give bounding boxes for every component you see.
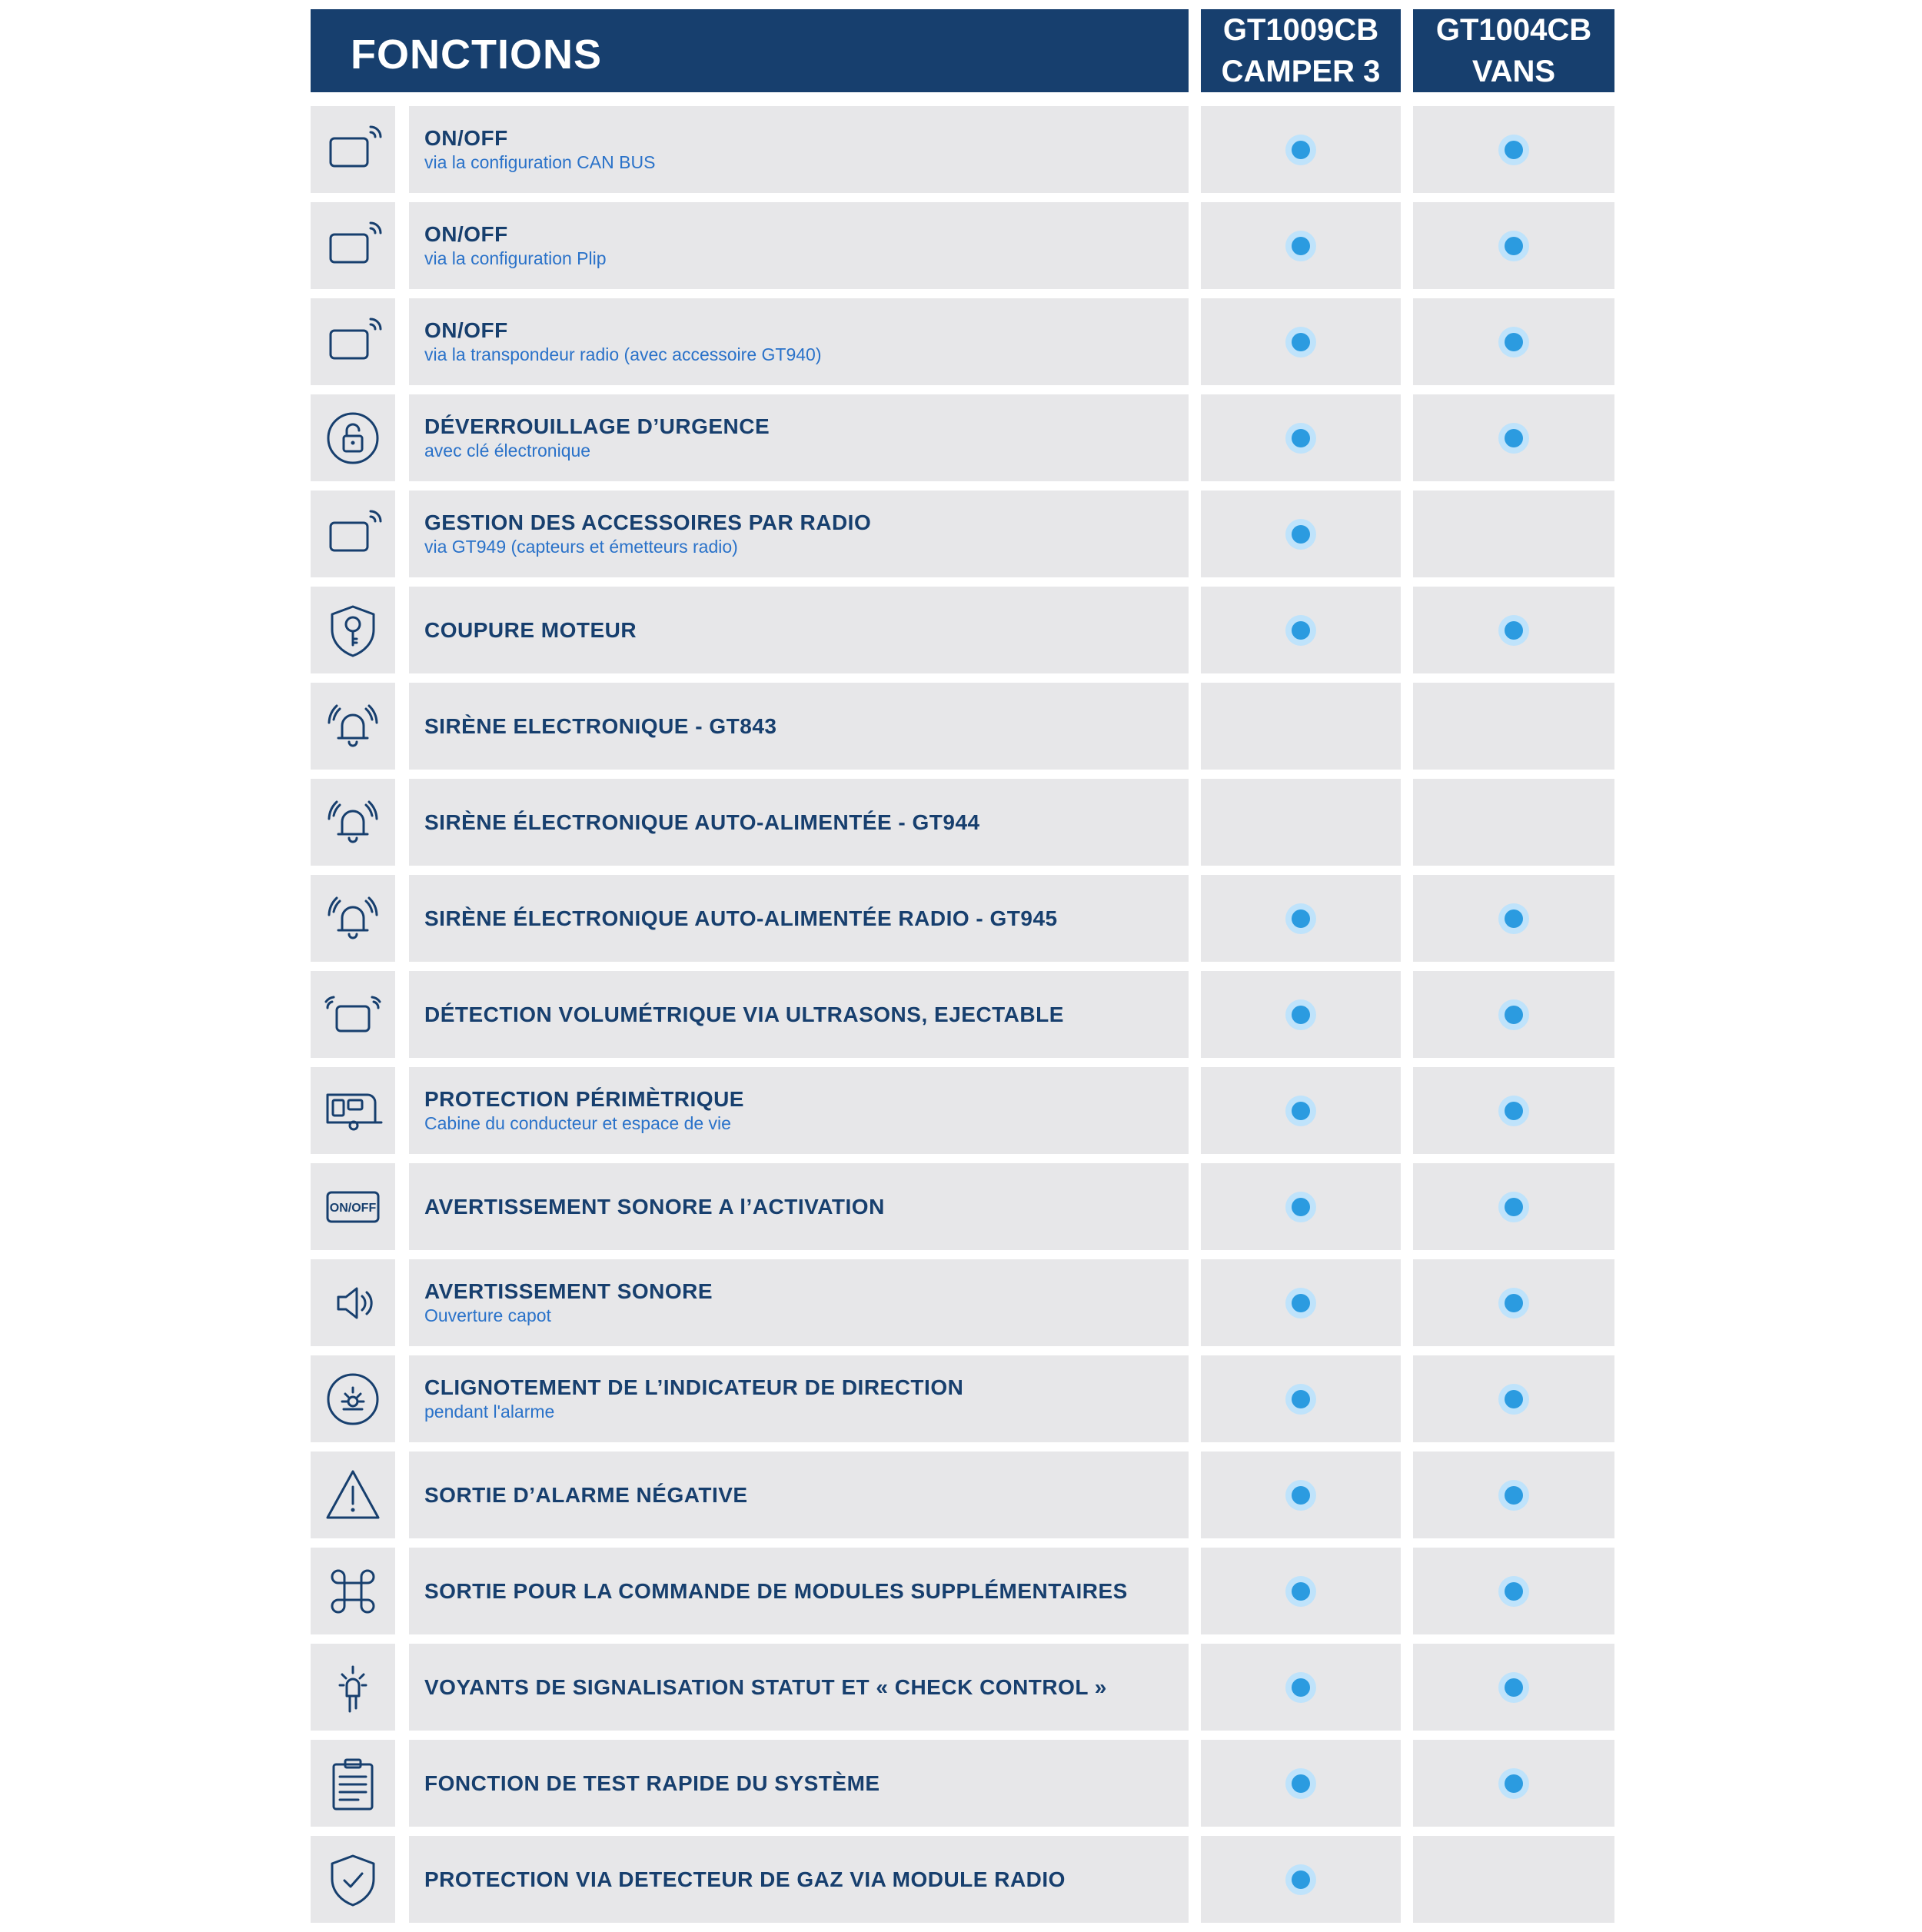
- model-a-cell: [1201, 1740, 1401, 1827]
- model-a-cell: [1201, 1451, 1401, 1538]
- model-b-cell: [1413, 1644, 1614, 1731]
- model-a-cell: [1201, 875, 1401, 962]
- remote-signal-icon: [311, 106, 395, 193]
- model-a-cell: [1201, 394, 1401, 481]
- availability-dot-icon: [1498, 423, 1529, 454]
- feature-title: PROTECTION PÉRIMÈTRIQUE: [424, 1087, 744, 1111]
- model-a-cell: [1201, 298, 1401, 385]
- model-a-cell: [1201, 202, 1401, 289]
- feature-cell: [409, 394, 1189, 481]
- header-functions: [311, 9, 1189, 92]
- remote-signal-icon: [311, 298, 395, 385]
- feature-cell: [409, 1451, 1189, 1538]
- table-row: [311, 1163, 1618, 1250]
- model-b-cell: [1413, 587, 1614, 673]
- feature-title: PROTECTION VIA DETECTEUR DE GAZ VIA MODULE RADIO: [424, 1867, 1066, 1891]
- availability-dot-icon: [1285, 1576, 1316, 1607]
- table-row: [311, 106, 1618, 193]
- model-b-cell: [1413, 394, 1614, 481]
- model-a-cell: [1201, 1259, 1401, 1346]
- feature-rows: [311, 106, 1618, 1932]
- availability-dot-icon: [1285, 1480, 1316, 1511]
- feature-title: CLIGNOTEMENT DE L’INDICATEUR DE DIRECTION: [424, 1375, 964, 1399]
- feature-title: SORTIE POUR LA COMMANDE DE MODULES SUPPLÉMENTAIRES: [424, 1578, 1128, 1603]
- availability-dot-icon: [1285, 1192, 1316, 1222]
- feature-cell: [409, 490, 1189, 577]
- feature-cell: [409, 1548, 1189, 1634]
- model-b-cell: [1413, 298, 1614, 385]
- model-b-cell: [1413, 1355, 1614, 1442]
- model-a-cell: [1201, 1548, 1401, 1634]
- table-row: [311, 1836, 1618, 1923]
- model-a-cell: [1201, 1067, 1401, 1154]
- availability-dot-icon: [1285, 231, 1316, 261]
- on-off-switch-icon: [311, 1163, 395, 1250]
- feature-subtitle: avec clé électronique: [424, 441, 591, 461]
- feature-cell: [409, 1259, 1189, 1346]
- clipboard-icon: [311, 1740, 395, 1827]
- table-row: [311, 971, 1618, 1058]
- table-row: [311, 1067, 1618, 1154]
- ultrasound-sensor-icon: [311, 971, 395, 1058]
- availability-dot-icon: [1285, 423, 1316, 454]
- model-b-cell: [1413, 490, 1614, 577]
- blinker-icon: [311, 1355, 395, 1442]
- model-b-name: VANS: [1471, 55, 1556, 88]
- model-a-cell: [1201, 490, 1401, 577]
- feature-title: ON/OFF: [424, 126, 508, 150]
- availability-dot-icon: [1285, 135, 1316, 165]
- availability-dot-icon: [1285, 327, 1316, 357]
- feature-cell: [409, 1355, 1189, 1442]
- availability-dot-icon: [1498, 135, 1529, 165]
- table-row: [311, 779, 1618, 866]
- availability-dot-icon: [1498, 1384, 1529, 1415]
- table-row: [311, 202, 1618, 289]
- model-a-cell: [1201, 1355, 1401, 1442]
- model-a-name: CAMPER 3: [1221, 55, 1381, 88]
- feature-title: ON/OFF: [424, 318, 508, 342]
- table-row: [311, 394, 1618, 481]
- model-b-cell: [1413, 1548, 1614, 1634]
- shield-key-icon: [311, 587, 395, 673]
- padlock-icon: [311, 394, 395, 481]
- availability-dot-icon: [1498, 999, 1529, 1030]
- model-b-cell: [1413, 1451, 1614, 1538]
- feature-subtitle: via la transpondeur radio (avec accessoire GT940): [424, 344, 822, 364]
- remote-signal-icon: [311, 490, 395, 577]
- availability-dot-icon: [1285, 1384, 1316, 1415]
- table-row: [311, 1451, 1618, 1538]
- feature-title: ON/OFF: [424, 222, 508, 246]
- model-a-cell: [1201, 1163, 1401, 1250]
- model-b-cell: [1413, 683, 1614, 770]
- availability-dot-icon: [1285, 1288, 1316, 1318]
- feature-cell: [409, 1740, 1189, 1827]
- remote-signal-icon: [311, 202, 395, 289]
- table-row: [311, 490, 1618, 577]
- table-row: [311, 875, 1618, 962]
- led-indicator-icon: [311, 1644, 395, 1731]
- feature-cell: [409, 587, 1189, 673]
- svg-text:ON/OFF: ON/OFF: [329, 1201, 377, 1215]
- table-row: [311, 1259, 1618, 1346]
- feature-subtitle: via la configuration CAN BUS: [424, 152, 656, 172]
- feature-title: SIRÈNE ÉLECTRONIQUE AUTO-ALIMENTÉE - GT944: [424, 810, 980, 834]
- availability-dot-icon: [1285, 519, 1316, 550]
- header-model-b: [1413, 9, 1614, 92]
- model-b-cell: [1413, 971, 1614, 1058]
- feature-cell: [409, 1163, 1189, 1250]
- model-b-cell: [1413, 875, 1614, 962]
- table-row: [311, 298, 1618, 385]
- table-row: [311, 1548, 1618, 1634]
- availability-dot-icon: [1498, 1768, 1529, 1799]
- model-a-cell: [1201, 1836, 1401, 1923]
- model-b-cell: [1413, 1163, 1614, 1250]
- feature-cell: [409, 1836, 1189, 1923]
- table-row: [311, 1355, 1618, 1442]
- availability-dot-icon: [1498, 615, 1529, 646]
- table-row: [311, 1644, 1618, 1731]
- feature-title: VOYANTS DE SIGNALISATION STATUT ET « CHECK CONTROL »: [424, 1674, 1107, 1699]
- availability-dot-icon: [1498, 1096, 1529, 1126]
- table-row: [311, 1740, 1618, 1827]
- availability-dot-icon: [1498, 1576, 1529, 1607]
- feature-title: GESTION DES ACCESSOIRES PAR RADIO: [424, 510, 872, 534]
- feature-cell: [409, 683, 1189, 770]
- model-a-cell: [1201, 971, 1401, 1058]
- model-a-cell: [1201, 1644, 1401, 1731]
- availability-dot-icon: [1285, 1096, 1316, 1126]
- feature-subtitle: via la configuration Plip: [424, 248, 607, 268]
- availability-dot-icon: [1498, 1672, 1529, 1703]
- feature-cell: [409, 875, 1189, 962]
- availability-dot-icon: [1285, 999, 1316, 1030]
- feature-cell: [409, 106, 1189, 193]
- speaker-icon: [311, 1259, 395, 1346]
- availability-dot-icon: [1285, 1768, 1316, 1799]
- header-title: FONCTIONS: [351, 32, 602, 78]
- feature-subtitle: Cabine du conducteur et espace de vie: [424, 1113, 731, 1133]
- availability-dot-icon: [1285, 615, 1316, 646]
- model-b-ref: GT1004CB: [1435, 13, 1592, 47]
- feature-subtitle: via GT949 (capteurs et émetteurs radio): [424, 537, 738, 557]
- feature-title: DÉTECTION VOLUMÉTRIQUE VIA ULTRASONS, EJECTABLE: [424, 1002, 1064, 1026]
- feature-title: FONCTION DE TEST RAPIDE DU SYSTÈME: [424, 1771, 880, 1795]
- model-b-cell: [1413, 202, 1614, 289]
- feature-cell: [409, 971, 1189, 1058]
- feature-title: SIRÈNE ÉLECTRONIQUE AUTO-ALIMENTÉE RADIO - GT945: [424, 906, 1058, 930]
- header-model-a: [1201, 9, 1401, 92]
- feature-title: COUPURE MOTEUR: [424, 617, 637, 642]
- siren-bell-icon: [311, 683, 395, 770]
- feature-cell: [409, 779, 1189, 866]
- model-a-ref: GT1009CB: [1222, 13, 1379, 47]
- model-b-cell: [1413, 1067, 1614, 1154]
- availability-dot-icon: [1285, 1672, 1316, 1703]
- feature-cell: [409, 298, 1189, 385]
- feature-title: SORTIE D’ALARME NÉGATIVE: [424, 1482, 748, 1507]
- model-b-cell: [1413, 1259, 1614, 1346]
- shield-check-icon: [311, 1836, 395, 1923]
- model-a-cell: [1201, 106, 1401, 193]
- feature-subtitle: Ouverture capot: [424, 1305, 551, 1325]
- model-b-cell: [1413, 106, 1614, 193]
- model-a-cell: [1201, 683, 1401, 770]
- model-b-cell: [1413, 1740, 1614, 1827]
- availability-dot-icon: [1498, 1192, 1529, 1222]
- feature-cell: [409, 202, 1189, 289]
- availability-dot-icon: [1285, 903, 1316, 934]
- model-b-cell: [1413, 1836, 1614, 1923]
- feature-title: AVERTISSEMENT SONORE: [424, 1279, 713, 1303]
- caravan-icon: [311, 1067, 395, 1154]
- availability-dot-icon: [1498, 327, 1529, 357]
- availability-dot-icon: [1498, 231, 1529, 261]
- siren-bell-icon: [311, 875, 395, 962]
- feature-cell: [409, 1644, 1189, 1731]
- table-row: [311, 587, 1618, 673]
- feature-cell: [409, 1067, 1189, 1154]
- feature-title: DÉVERROUILLAGE D’URGENCE: [424, 414, 770, 438]
- warning-triangle-icon: [311, 1451, 395, 1538]
- table-row: [311, 683, 1618, 770]
- model-a-cell: [1201, 779, 1401, 866]
- command-key-icon: [311, 1548, 395, 1634]
- feature-subtitle: pendant l'alarme: [424, 1402, 555, 1422]
- availability-dot-icon: [1285, 1864, 1316, 1895]
- availability-dot-icon: [1498, 1480, 1529, 1511]
- siren-bell-icon: [311, 779, 395, 866]
- feature-title: SIRÈNE ELECTRONIQUE - GT843: [424, 713, 777, 738]
- feature-title: AVERTISSEMENT SONORE A l’ACTIVATION: [424, 1194, 885, 1219]
- model-b-cell: [1413, 779, 1614, 866]
- availability-dot-icon: [1498, 903, 1529, 934]
- availability-dot-icon: [1498, 1288, 1529, 1318]
- model-a-cell: [1201, 587, 1401, 673]
